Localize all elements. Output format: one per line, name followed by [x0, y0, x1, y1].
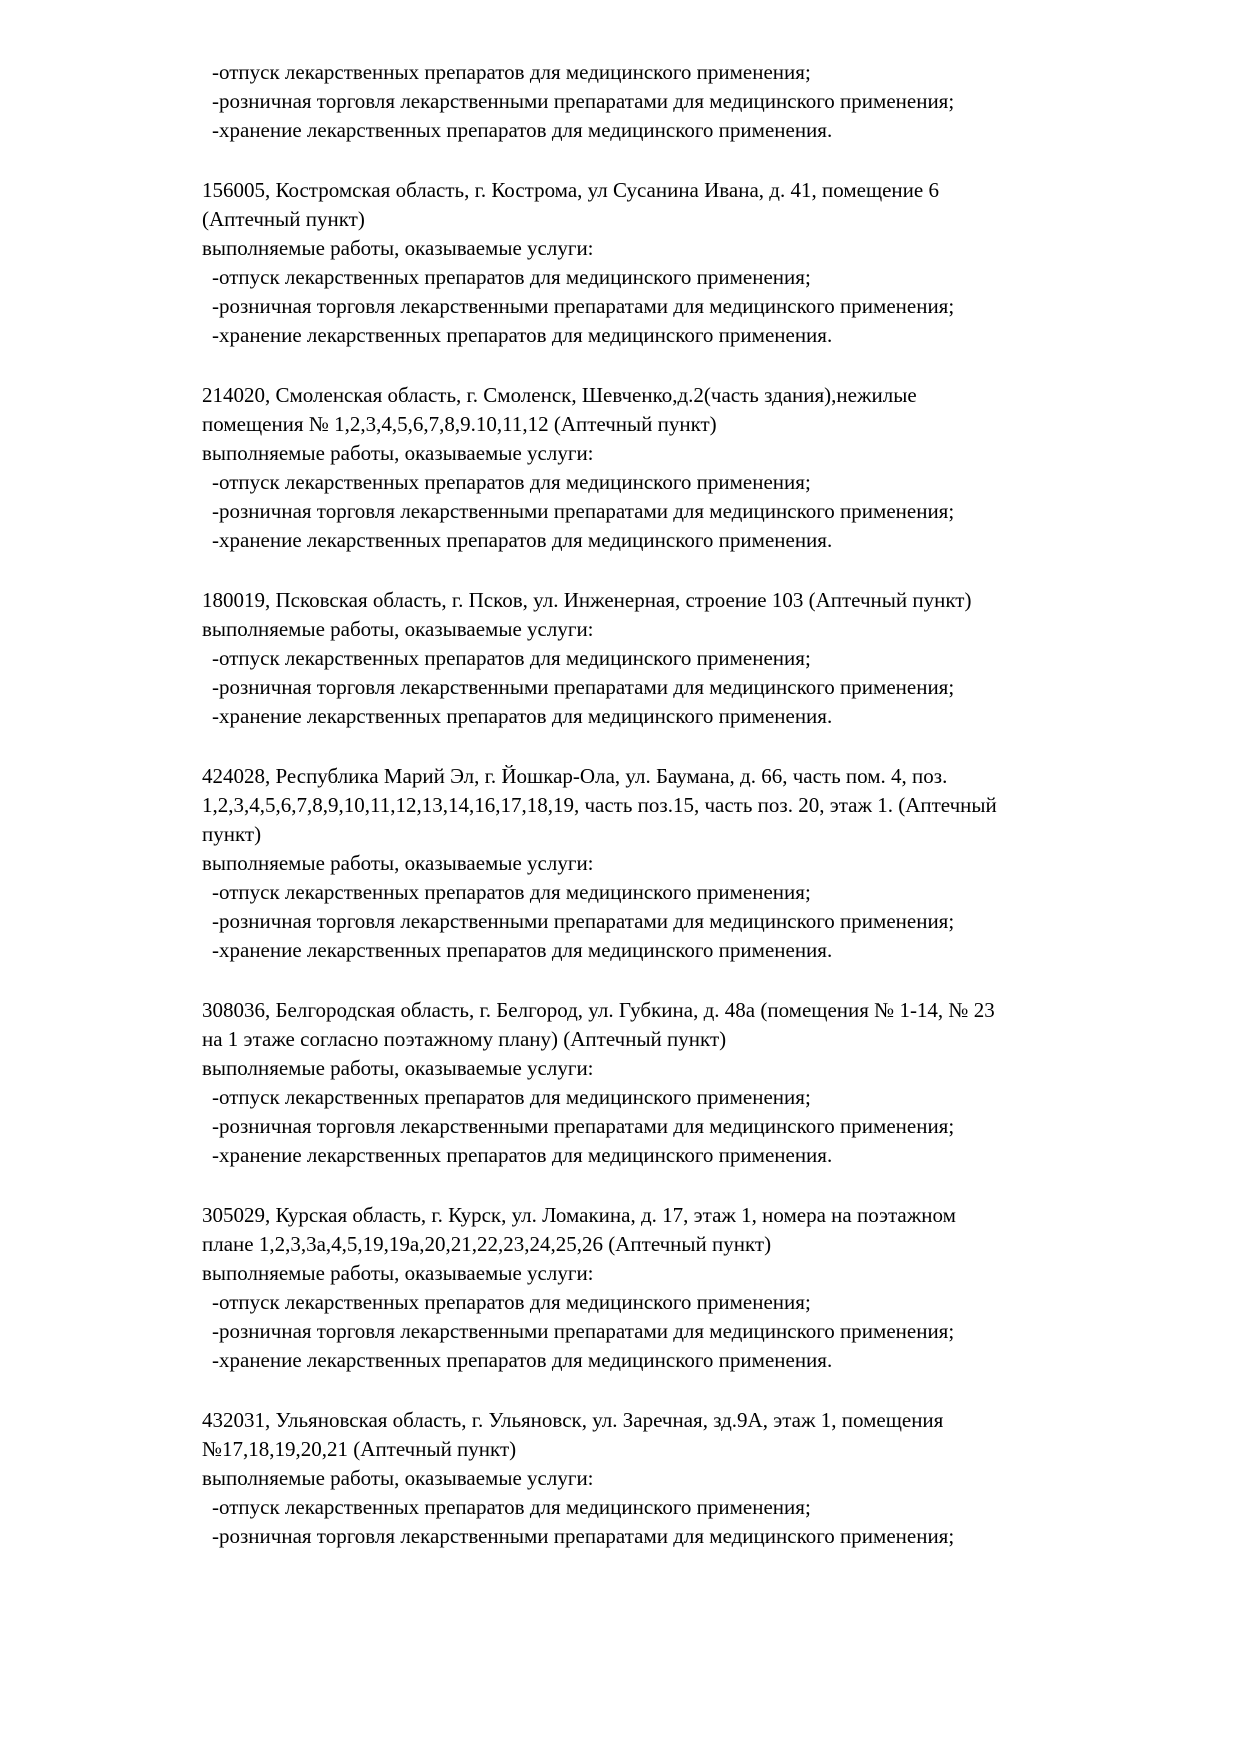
location-block [202, 996, 1101, 1170]
address-line: 424028, Республика Марий Эл, г. Йошкар-Ола, ул. Баумана, д. 66, часть пом. 4, поз. [202, 764, 948, 788]
service-item: -хранение лекарственных препаратов для медицинского применения. [212, 323, 833, 347]
location-block [202, 762, 1101, 965]
service-item: -отпуск лекарственных препаратов для медицинского применения; [212, 1495, 811, 1519]
service-item: -хранение лекарственных препаратов для медицинского применения. [212, 1348, 833, 1372]
service-item: -отпуск лекарственных препаратов для медицинского применения; [212, 265, 811, 289]
works-label: выполняемые работы, оказываемые услуги: [202, 1466, 594, 1490]
address-line: 156005, Костромская область, г. Кострома, ул Сусанина Ивана, д. 41, помещение 6 [202, 178, 939, 202]
address-line: 180019, Псковская область, г. Псков, ул. Инженерная, строение 103 (Аптечный пункт) [202, 588, 972, 612]
address-line: 214020, Смоленская область, г. Смоленск, Шевченко,д.2(часть здания),нежилые [202, 383, 917, 407]
service-item: -розничная торговля лекарственными препаратами для медицинского применения; [212, 499, 955, 523]
works-label: выполняемые работы, оказываемые услуги: [202, 1056, 594, 1080]
location-block [202, 1201, 1101, 1375]
service-item: -отпуск лекарственных препаратов для медицинского применения; [212, 470, 811, 494]
service-item: -розничная торговля лекарственными препаратами для медицинского применения; [212, 1524, 955, 1548]
location-block [202, 586, 1101, 731]
address-line: №17,18,19,20,21 (Аптечный пункт) [202, 1437, 517, 1461]
address-line: помещения № 1,2,3,4,5,6,7,8,9.10,11,12 (Аптечный пункт) [202, 412, 717, 436]
address-line: на 1 этаже согласно поэтажному плану) (Аптечный пункт) [202, 1027, 727, 1051]
address-line: пункт) [202, 822, 262, 846]
service-item: -розничная торговля лекарственными препаратами для медицинского применения; [212, 1319, 955, 1343]
works-label: выполняемые работы, оказываемые услуги: [202, 617, 594, 641]
service-item: -розничная торговля лекарственными препаратами для медицинского применения; [212, 1114, 955, 1138]
service-item: -розничная торговля лекарственными препаратами для медицинского применения; [212, 294, 955, 318]
address-line: 305029, Курская область, г. Курск, ул. Ломакина, д. 17, этаж 1, номера на поэтажном [202, 1203, 956, 1227]
address-line: (Аптечный пункт) [202, 207, 365, 231]
works-label: выполняемые работы, оказываемые услуги: [202, 1261, 594, 1285]
location-block [202, 1406, 1101, 1551]
service-item: -хранение лекарственных препаратов для медицинского применения. [212, 938, 833, 962]
service-item: -хранение лекарственных препаратов для медицинского применения. [212, 528, 833, 552]
service-item: -отпуск лекарственных препаратов для медицинского применения; [212, 60, 811, 84]
works-label: выполняемые работы, оказываемые услуги: [202, 236, 594, 260]
location-block [202, 381, 1101, 555]
address-line: плане 1,2,3,3а,4,5,19,19а,20,21,22,23,24,25,26 (Аптечный пункт) [202, 1232, 772, 1256]
service-item: -отпуск лекарственных препаратов для медицинского применения; [212, 646, 811, 670]
works-label: выполняемые работы, оказываемые услуги: [202, 851, 594, 875]
service-item: -хранение лекарственных препаратов для медицинского применения. [212, 1143, 833, 1167]
service-item: -хранение лекарственных препаратов для медицинского применения. [212, 704, 833, 728]
continuation-block [202, 58, 1101, 145]
works-label: выполняемые работы, оказываемые услуги: [202, 441, 594, 465]
service-item: -розничная торговля лекарственными препаратами для медицинского применения; [212, 89, 955, 113]
service-item: -хранение лекарственных препаратов для медицинского применения. [212, 118, 833, 142]
address-line: 308036, Белгородская область, г. Белгород, ул. Губкина, д. 48а (помещения № 1-14, № 23 [202, 998, 995, 1022]
address-line: 432031, Ульяновская область, г. Ульяновск, ул. Заречная, зд.9А, этаж 1, помещения [202, 1408, 944, 1432]
service-item: -отпуск лекарственных препаратов для медицинского применения; [212, 1085, 811, 1109]
service-item: -отпуск лекарственных препаратов для медицинского применения; [212, 1290, 811, 1314]
service-item: -отпуск лекарственных препаратов для медицинского применения; [212, 880, 811, 904]
service-item: -розничная торговля лекарственными препаратами для медицинского применения; [212, 675, 955, 699]
service-item: -розничная торговля лекарственными препаратами для медицинского применения; [212, 909, 955, 933]
location-block [202, 176, 1101, 350]
address-line: 1,2,3,4,5,6,7,8,9,10,11,12,13,14,16,17,18,19, часть поз.15, часть поз. 20, этаж 1. (Аптечный [202, 793, 997, 817]
